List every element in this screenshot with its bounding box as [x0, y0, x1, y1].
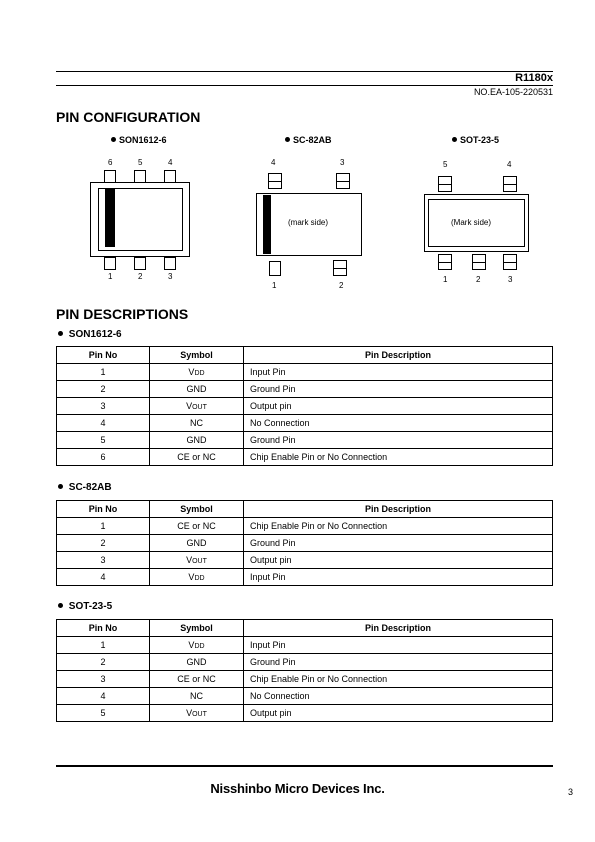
pin-number: 1	[272, 281, 277, 290]
pin-no-cell: 2	[57, 535, 150, 552]
pin-lead	[472, 254, 486, 270]
table-header-row	[57, 501, 553, 518]
description-cell: Output pin	[244, 552, 553, 569]
table-label-sot-23-5: SOT-23-5	[58, 601, 112, 612]
col-header-pin-no: Pin No	[57, 620, 150, 637]
table-row	[57, 535, 553, 552]
pin-lead	[134, 257, 146, 270]
table-header-row	[57, 620, 553, 637]
table-row	[57, 364, 553, 381]
package-label-son1612-6: SON1612-6	[111, 135, 167, 145]
table-row	[57, 705, 553, 722]
pin-no-cell: 3	[57, 552, 150, 569]
pin-lead	[269, 261, 281, 276]
pin-no-cell: 6	[57, 449, 150, 466]
footer-company-logo: Nisshinbo Micro Devices Inc.	[210, 781, 385, 796]
pin-lead	[333, 260, 347, 276]
pin-lead	[438, 176, 452, 192]
table-row	[57, 449, 553, 466]
pin-number: 2	[138, 272, 143, 281]
mark-side-label: (mark side)	[288, 218, 329, 227]
pin-number: 3	[508, 275, 513, 284]
table-row	[57, 552, 553, 569]
pin-number: 6	[108, 158, 113, 167]
pin-lead	[164, 257, 176, 270]
table-row	[57, 654, 553, 671]
symbol-cell: VDD	[150, 637, 244, 654]
symbol-cell: CE or NC	[150, 518, 244, 535]
description-cell: Output pin	[244, 705, 553, 722]
description-cell: Input Pin	[244, 637, 553, 654]
table-row	[57, 671, 553, 688]
symbol-cell: GND	[150, 654, 244, 671]
pin-no-cell: 5	[57, 705, 150, 722]
pin-lead	[104, 257, 116, 270]
package-label-sc-82ab: SC-82AB	[285, 135, 332, 145]
table-label-son1612-6: SON1612-6	[58, 329, 122, 340]
pin-number: 2	[339, 281, 344, 290]
col-header-symbol: Symbol	[150, 620, 244, 637]
col-header-description: Pin Description	[244, 620, 553, 637]
bullet-icon	[111, 137, 116, 142]
table-row	[57, 381, 553, 398]
table-row	[57, 432, 553, 449]
description-cell: Output pin	[244, 398, 553, 415]
table-row	[57, 637, 553, 654]
header-rule-top	[56, 71, 553, 72]
header-model: R1180x	[515, 72, 553, 84]
pin-no-cell: 2	[57, 381, 150, 398]
bullet-icon	[58, 603, 63, 608]
pin-table-sot-23-5	[56, 619, 553, 722]
bullet-icon	[285, 137, 290, 142]
col-header-pin-no: Pin No	[57, 501, 150, 518]
pin-no-cell: 3	[57, 671, 150, 688]
description-cell: Input Pin	[244, 569, 553, 586]
pin-number: 1	[443, 275, 448, 284]
header-doc-number: NO.EA-105-220531	[473, 87, 553, 97]
pin-config-title: PIN CONFIGURATION	[56, 109, 201, 125]
description-cell: Ground Pin	[244, 654, 553, 671]
pin-lead	[336, 173, 350, 189]
pin-no-cell: 4	[57, 415, 150, 432]
pin-number: 5	[138, 158, 143, 167]
pin-lead	[268, 173, 282, 189]
col-header-description: Pin Description	[244, 347, 553, 364]
symbol-cell: NC	[150, 688, 244, 705]
package-label-sot-23-5: SOT-23-5	[452, 135, 499, 145]
description-cell: Ground Pin	[244, 381, 553, 398]
col-header-symbol: Symbol	[150, 501, 244, 518]
symbol-cell: GND	[150, 535, 244, 552]
mark-side-label: (Mark side)	[451, 218, 492, 227]
bullet-icon	[452, 137, 457, 142]
symbol-cell: GND	[150, 381, 244, 398]
symbol-cell: CE or NC	[150, 449, 244, 466]
pin-table-son1612-6	[56, 346, 553, 466]
description-cell: Chip Enable Pin or No Connection	[244, 671, 553, 688]
pin-number: 4	[168, 158, 173, 167]
description-cell: No Connection	[244, 415, 553, 432]
pin1-mark	[263, 195, 271, 254]
symbol-cell: VDD	[150, 364, 244, 381]
symbol-cell: VOUT	[150, 552, 244, 569]
col-header-symbol: Symbol	[150, 347, 244, 364]
symbol-cell: GND	[150, 432, 244, 449]
pin-number: 4	[271, 158, 276, 167]
symbol-cell: VOUT	[150, 398, 244, 415]
pin-lead	[503, 254, 517, 270]
footer-rule	[56, 765, 553, 767]
pin-number: 3	[168, 272, 173, 281]
pin-number: 2	[476, 275, 481, 284]
pin-number: 3	[340, 158, 345, 167]
symbol-cell: NC	[150, 415, 244, 432]
pin-no-cell: 1	[57, 637, 150, 654]
table-row	[57, 415, 553, 432]
pin-no-cell: 4	[57, 688, 150, 705]
pin-no-cell: 1	[57, 364, 150, 381]
description-cell: Ground Pin	[244, 432, 553, 449]
pin-no-cell: 3	[57, 398, 150, 415]
symbol-cell: VOUT	[150, 705, 244, 722]
table-row	[57, 518, 553, 535]
bullet-icon	[58, 484, 63, 489]
bullet-icon	[58, 331, 63, 336]
table-row	[57, 398, 553, 415]
pin-no-cell: 4	[57, 569, 150, 586]
description-cell: Input Pin	[244, 364, 553, 381]
header-rule-middle	[56, 85, 553, 86]
description-cell: Chip Enable Pin or No Connection	[244, 449, 553, 466]
col-header-description: Pin Description	[244, 501, 553, 518]
pin-number: 4	[507, 160, 512, 169]
pin-number: 5	[443, 160, 448, 169]
pin-no-cell: 2	[57, 654, 150, 671]
pin-no-cell: 5	[57, 432, 150, 449]
pin-lead	[503, 176, 517, 192]
symbol-cell: VDD	[150, 569, 244, 586]
symbol-cell: CE or NC	[150, 671, 244, 688]
page-number: 3	[567, 787, 573, 797]
description-cell: Ground Pin	[244, 535, 553, 552]
description-cell: No Connection	[244, 688, 553, 705]
pin-number: 1	[108, 272, 113, 281]
pin1-mark	[105, 189, 115, 247]
table-header-row	[57, 347, 553, 364]
description-cell: Chip Enable Pin or No Connection	[244, 518, 553, 535]
col-header-pin-no: Pin No	[57, 347, 150, 364]
pin-no-cell: 1	[57, 518, 150, 535]
table-row	[57, 688, 553, 705]
pin-lead	[438, 254, 452, 270]
pin-table-sc-82ab	[56, 500, 553, 586]
table-label-sc-82ab: SC-82AB	[58, 482, 112, 493]
pin-desc-title: PIN DESCRIPTIONS	[56, 306, 189, 322]
table-row	[57, 569, 553, 586]
